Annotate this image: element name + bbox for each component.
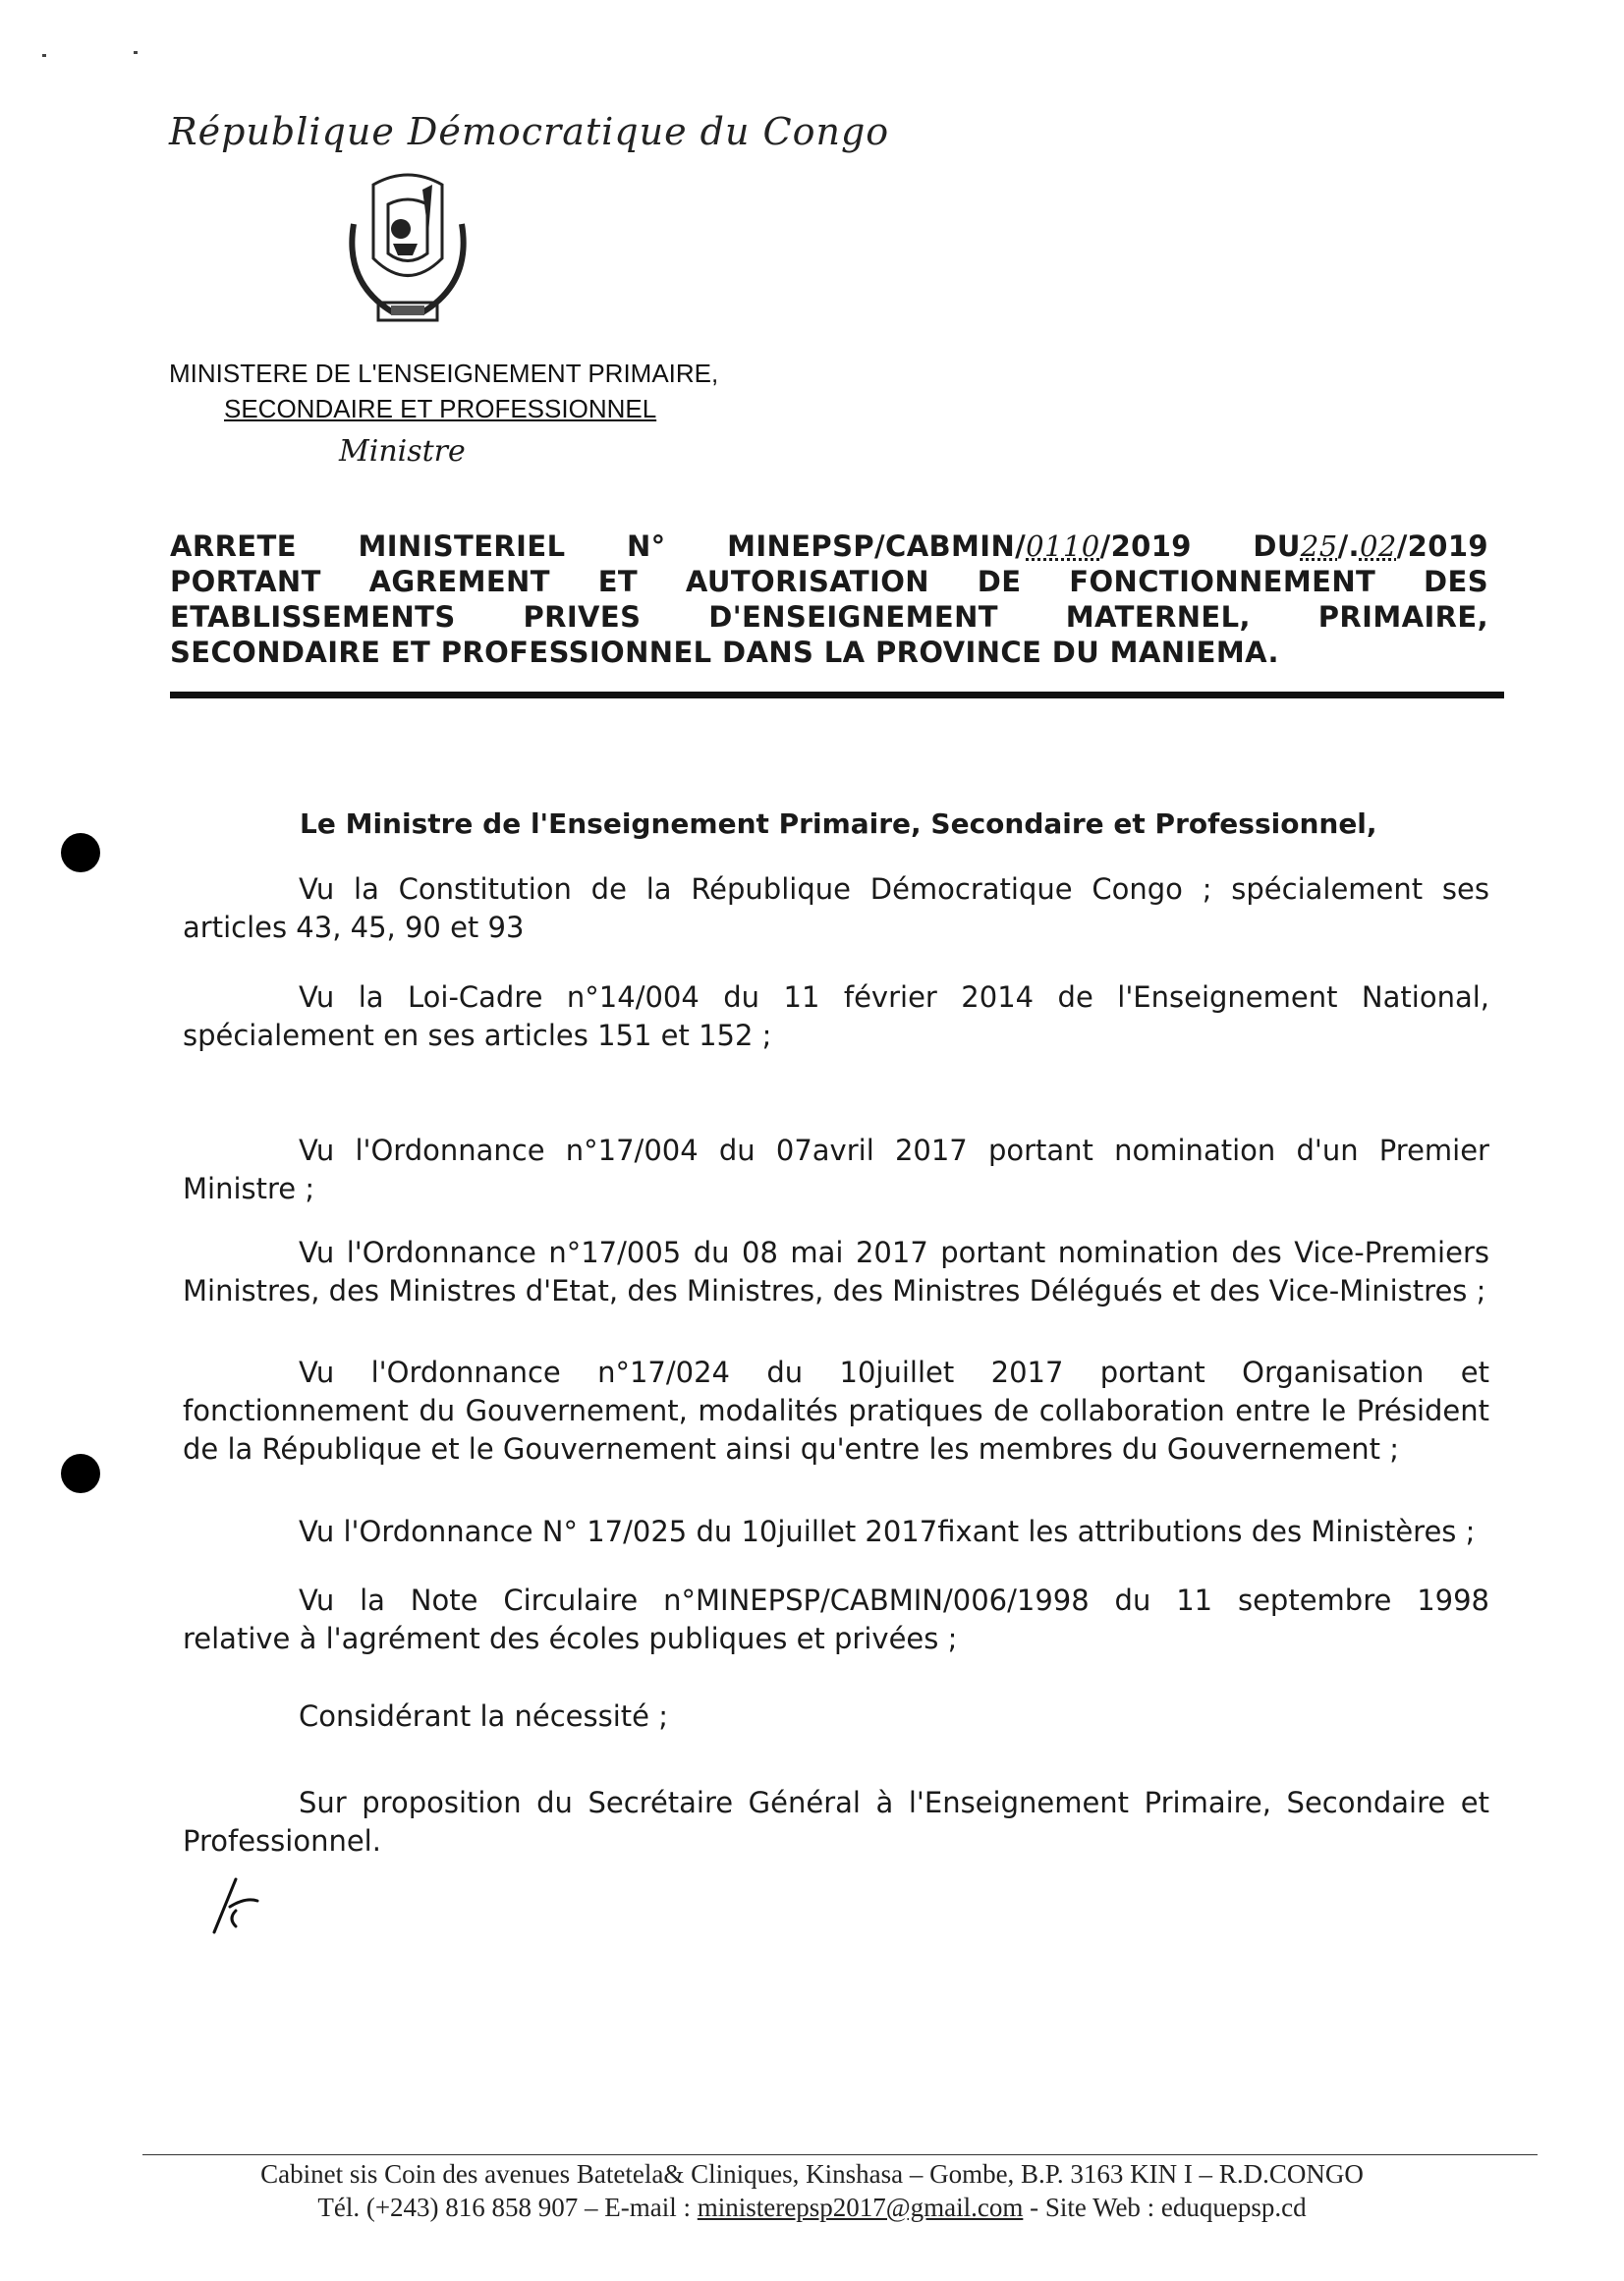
scan-speck — [134, 51, 138, 54]
considerant — [183, 1697, 1489, 1736]
proposition-line: Sur proposition du Secrétaire Général à l'Enseignement Primaire, Secondaire et — [299, 1786, 1489, 1819]
proposition-line: Professionnel. — [183, 1824, 381, 1858]
punch-hole-icon — [61, 833, 100, 872]
visa-line: Vu l'Ordonnance N° 17/025 du 10juillet 2017fixant les attributions des Ministères ; — [299, 1515, 1476, 1548]
visa-constitution — [183, 870, 1489, 947]
visa-line: Ministres, des Ministres d'Etat, des Ministres, des Ministres Délégués et des Vice-Ministres ; — [183, 1274, 1486, 1307]
footer-tel: Tél. (+243) 816 858 907 – E-mail : — [317, 2193, 698, 2222]
visa-ordonnance-17-024 — [183, 1354, 1489, 1469]
visa-line: de la République et le Gouvernement ainsi qu'entre les membres du Gouvernement ; — [183, 1432, 1399, 1466]
handwritten-month: 02 — [1359, 529, 1397, 563]
scan-speck — [42, 54, 46, 57]
arrete-date-label: /2019 DU — [1099, 529, 1301, 563]
minister-heading: Le Ministre de l'Enseignement Primaire, Secondaire et Professionnel, — [300, 807, 1377, 840]
republic-header: République Démocratique du Congo — [169, 110, 890, 153]
visa-line: Vu la Note Circulaire n°MINEPSP/CABMIN/006/1998 du 11 septembre 1998 — [299, 1584, 1489, 1617]
ministry-name — [169, 356, 718, 426]
visa-line: spécialement en ses articles 151 et 152 ; — [183, 1019, 772, 1052]
footer-email-link[interactable]: ministerepsp2017@gmail.com — [697, 2193, 1024, 2222]
footer-address: Cabinet sis Coin des avenues Batetela& Cliniques, Kinshasa – Gombe, B.P. 3163 KIN I – R.D.CONGO — [260, 2159, 1364, 2189]
footer-contact — [0, 2193, 1624, 2223]
visa-line: Vu la Constitution de la République Démocratique Congo ; spécialement ses — [299, 872, 1489, 906]
visa-line: Vu la Loi-Cadre n°14/004 du 11 février 2014 de l'Enseignement National, — [299, 980, 1489, 1014]
arrete-title-line-1 — [170, 529, 1488, 564]
handwritten-day: 25 — [1300, 529, 1338, 563]
visa-ordonnance-17-004 — [183, 1132, 1489, 1208]
ministry-line-1: MINISTERE DE L'ENSEIGNEMENT PRIMAIRE, — [169, 359, 719, 388]
punch-hole-icon — [61, 1454, 100, 1493]
visa-loi-cadre — [183, 978, 1489, 1055]
arrete-title-line-2: PORTANT AGREMENT ET AUTORISATION DE FONCTIONNEMENT DES — [170, 565, 1488, 598]
visa-line: relative à l'agrément des écoles publiques et privées ; — [183, 1622, 958, 1655]
footer-rule — [142, 2154, 1538, 2155]
visa-line: fonctionnement du Gouvernement, modalités pratiques de collaboration entre le Président — [183, 1394, 1489, 1427]
considerant-line: Considérant la nécessité ; — [299, 1699, 668, 1733]
arrete-year: /2019 — [1396, 529, 1488, 563]
visa-line: articles 43, 45, 90 et 93 — [183, 911, 525, 944]
arrete-title-line-4: SECONDAIRE ET PROFESSIONNEL DANS LA PROVINCE DU MANIEMA. — [170, 636, 1279, 669]
visa-line: Vu l'Ordonnance n°17/024 du 10juillet 2017 portant Organisation et — [299, 1356, 1489, 1389]
visa-line: Vu l'Ordonnance n°17/004 du 07avril 2017 portant nomination d'un Premier — [299, 1134, 1489, 1167]
title-rule — [170, 692, 1504, 698]
handwritten-number: 0110 — [1026, 529, 1100, 563]
visa-note-circulaire — [183, 1582, 1489, 1658]
handwritten-initials-icon — [206, 1871, 265, 1944]
visa-ordonnance-17-025 — [183, 1513, 1489, 1551]
arrete-ref-prefix: ARRETE MINISTERIEL N° MINEPSP/CABMIN/ — [170, 529, 1027, 563]
visa-line: Ministre ; — [183, 1172, 315, 1205]
date-separator: /. — [1337, 529, 1360, 563]
ministry-line-2: SECONDAIRE ET PROFESSIONNEL — [224, 394, 657, 423]
sur-proposition — [183, 1784, 1489, 1861]
visa-ordonnance-17-005 — [183, 1234, 1489, 1310]
visa-line: Vu l'Ordonnance n°17/005 du 08 mai 2017 portant nomination des Vice-Premiers — [299, 1236, 1489, 1269]
footer-website: - Site Web : eduquepsp.cd — [1023, 2193, 1307, 2222]
coat-of-arms-icon — [334, 165, 481, 332]
arrete-title — [170, 529, 1488, 670]
ministre-label: Ministre — [339, 434, 466, 469]
arrete-title-line-3: ETABLISSEMENTS PRIVES D'ENSEIGNEMENT MATERNEL, PRIMAIRE, — [170, 600, 1488, 634]
